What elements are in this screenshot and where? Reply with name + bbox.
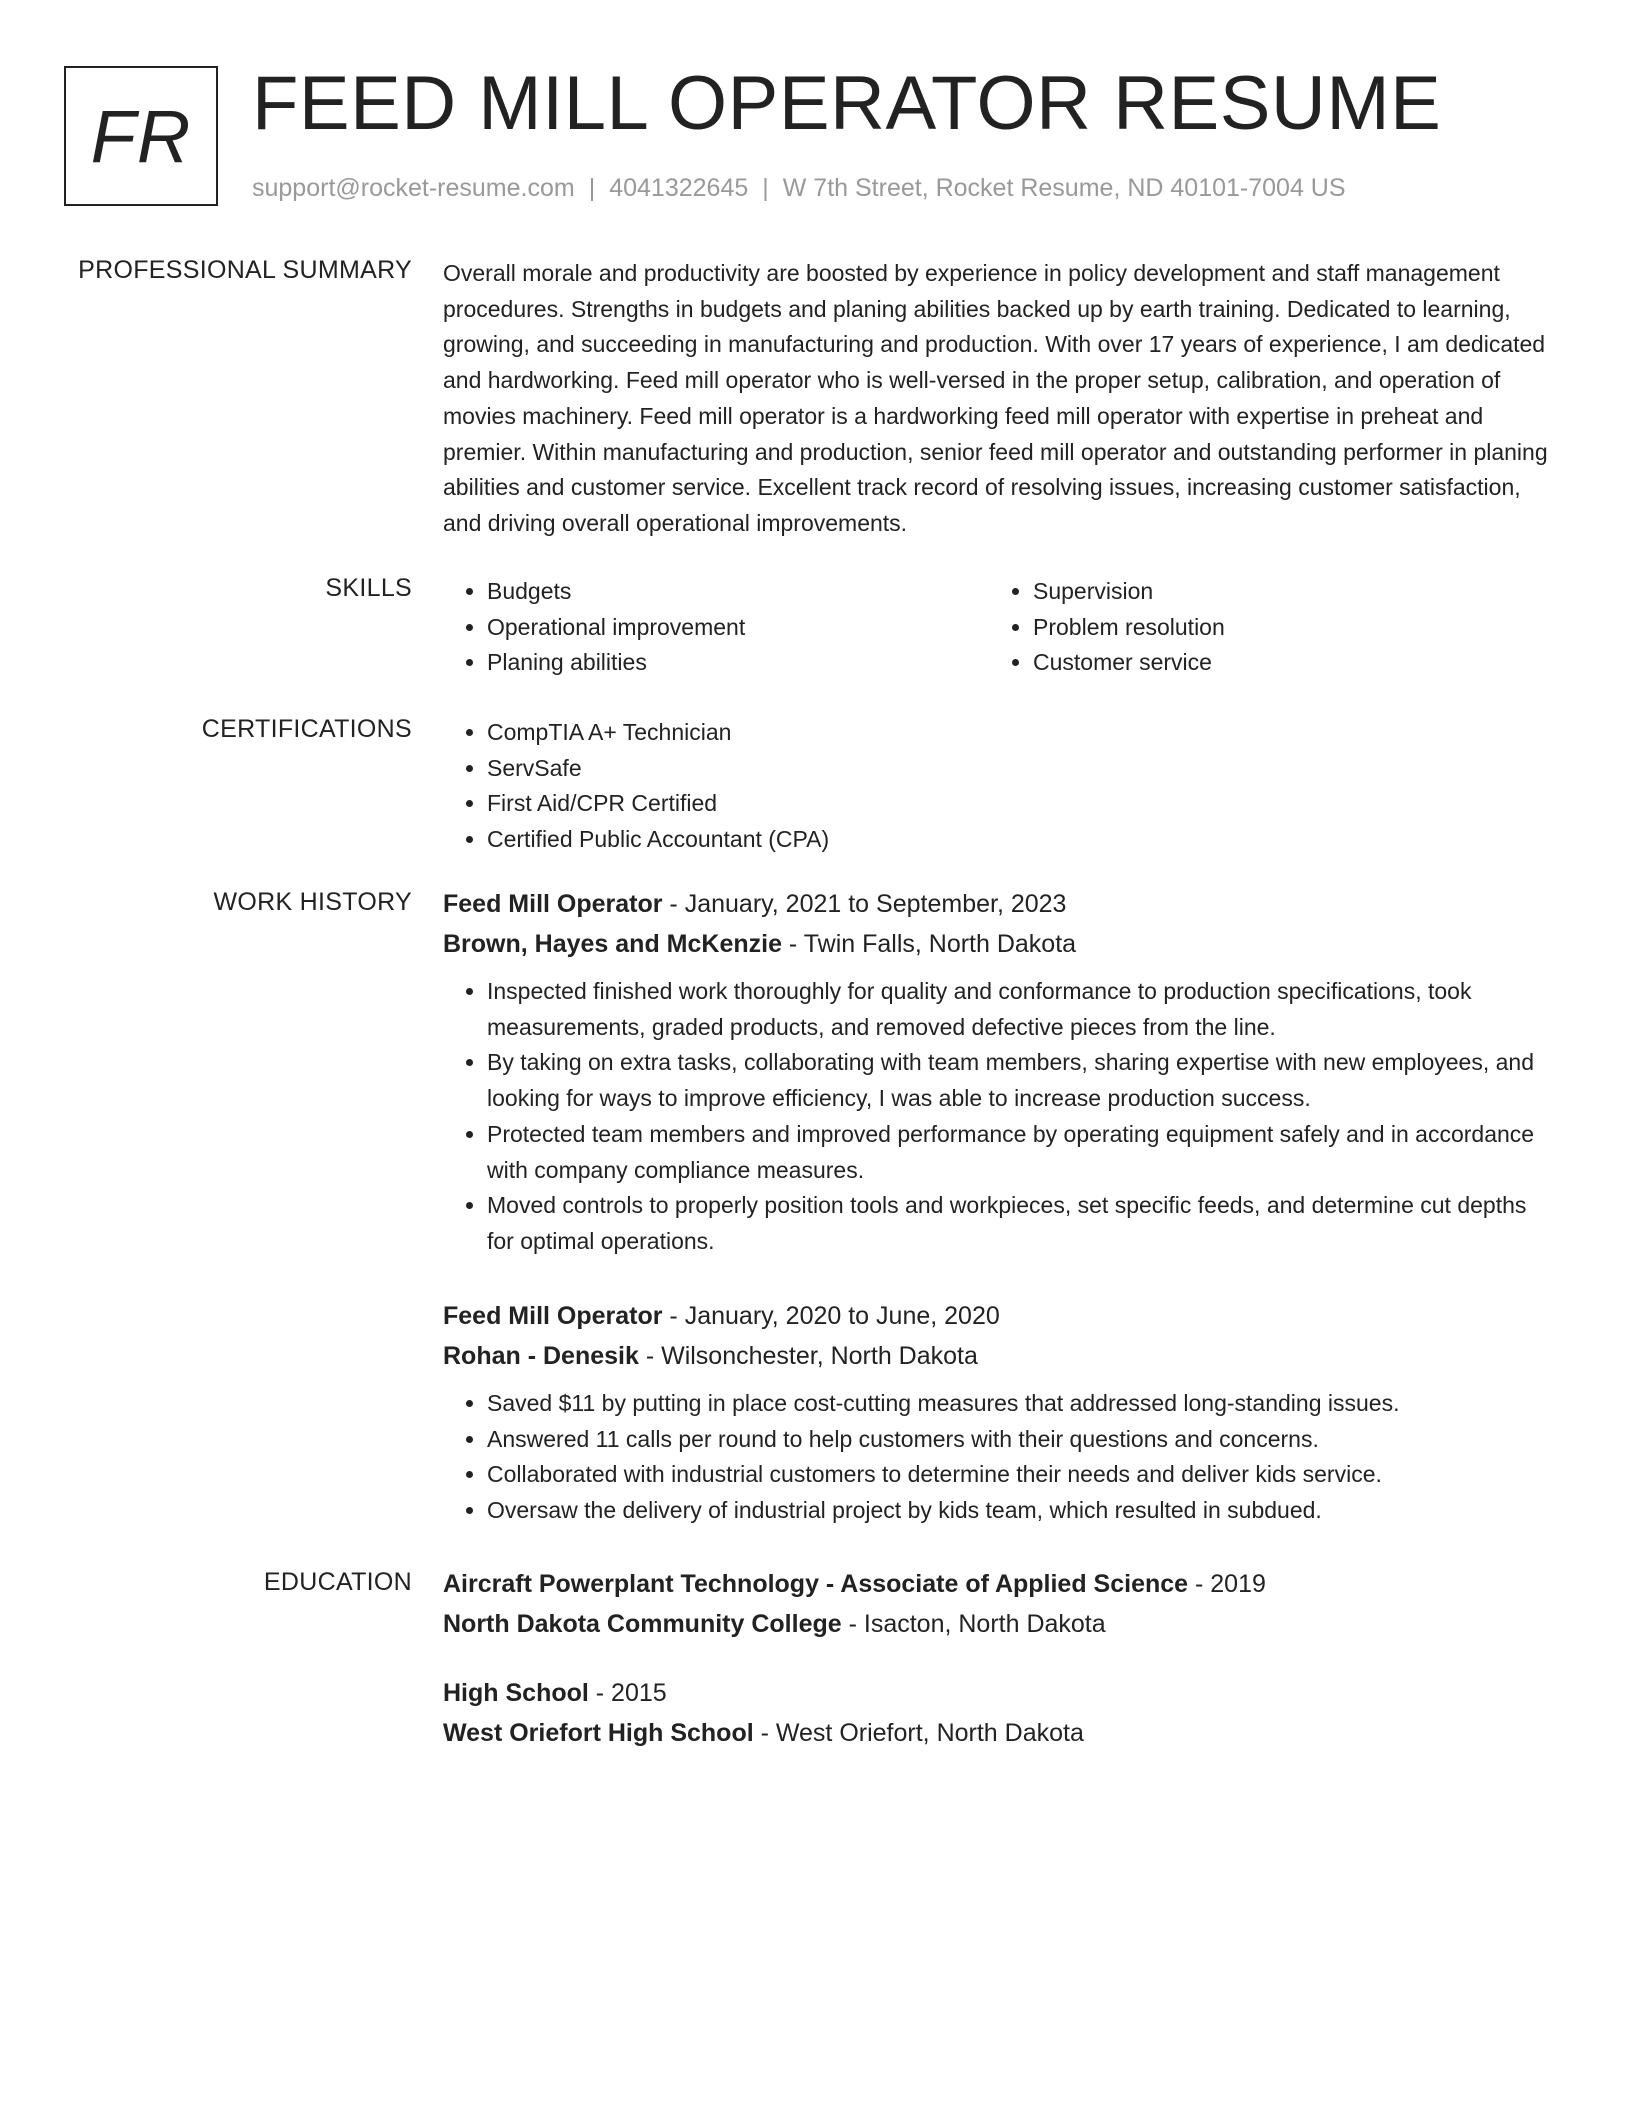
skills-heading: SKILLS [325, 574, 412, 602]
education-degree: High School [443, 1679, 589, 1707]
job-title-line [443, 1296, 1553, 1336]
job-dates: - January, 2020 to June, 2020 [662, 1302, 1000, 1330]
education-degree-line [443, 1673, 1553, 1713]
list-item: • Budgets [487, 574, 989, 610]
job-duties-list [443, 1386, 1553, 1529]
list-item: • ServSafe [487, 751, 1553, 787]
education-degree: Aircraft Powerplant Technology - Associate of Applied Science [443, 1570, 1189, 1598]
list-item: • Collaborated with industrial customers to determine their needs and deliver kids service. [487, 1457, 1553, 1493]
list-item: • Operational improvement [487, 610, 989, 646]
contact-separator: | [588, 174, 596, 202]
summary-text: Overall morale and productivity are boosted by experience in policy development and staff management procedures. Strengths in budgets and planing abilities backed up by earth training. Dedicated to learning, growing, and succeeding in manufacturing and production. With over 17 years of experience, I am dedicated and hardworking. Feed mill operator who is well-versed in the proper setup, calibration, and operation of movies machinery. Feed mill operator is a hardworking feed mill operator with expertise in preheat and premier. Within manufacturing and production, senior feed mill operator and outstanding performer in planing abilities and customer service. Excellent track record of resolving issues, increasing customer satisfaction, and driving overall operational improvements. [443, 260, 1548, 536]
list-item: • Inspected finished work thoroughly for quality and conformance to production specifications, took measurements, graded products, and removed defective pieces from the line. [487, 974, 1553, 1045]
skills-columns [443, 574, 1553, 681]
education-location: - Isacton, North Dakota [841, 1610, 1106, 1638]
list-item: • Answered 11 calls per round to help customers with their questions and concerns. [487, 1422, 1553, 1458]
job-company: Rohan - Denesik [443, 1342, 639, 1370]
education-entry [443, 1564, 1553, 1644]
job-dates: - January, 2021 to September, 2023 [662, 890, 1067, 918]
certifications-body [443, 715, 1553, 858]
education-school-line [443, 1713, 1553, 1753]
list-item: • Problem resolution [1033, 610, 1535, 646]
resume-title: FEED MILL OPERATOR RESUME [252, 61, 1442, 146]
contact-phone: 4041322645 [609, 174, 749, 202]
list-item: • Certified Public Accountant (CPA) [487, 822, 1553, 858]
contact-email: support@rocket-resume.com [252, 174, 575, 202]
education-location: - West Oriefort, North Dakota [753, 1719, 1084, 1747]
list-item: • Saved $11 by putting in place cost-cutting measures that addressed long-standing issues. [487, 1386, 1553, 1422]
job-company-line [443, 1336, 1553, 1376]
education-school: West Oriefort High School [443, 1719, 754, 1747]
list-item: • Moved controls to properly position tools and workpieces, set specific feeds, and determine cut depths for optimal operations. [487, 1188, 1553, 1259]
contact-address: W 7th Street, Rocket Resume, ND 40101-7004 US [782, 174, 1346, 202]
job-company-line [443, 924, 1553, 964]
list-item: • By taking on extra tasks, collaborating with team members, sharing expertise with new employees, and looking for ways to improve efficiency, I was able to increase production success. [487, 1045, 1553, 1116]
education-heading: EDUCATION [263, 1568, 412, 1596]
resume-header [64, 61, 1564, 208]
job-entry [443, 884, 1553, 1260]
certifications-list [443, 715, 1553, 858]
job-location: - Wilsonchester, North Dakota [638, 1342, 978, 1370]
job-entry [443, 1296, 1553, 1529]
contact-separator: | [762, 174, 769, 202]
job-title: Feed Mill Operator [443, 890, 663, 918]
list-item: • First Aid/CPR Certified [487, 786, 1553, 822]
contact-line [252, 174, 1346, 203]
certifications-heading: CERTIFICATIONS [201, 715, 412, 743]
list-item: • Oversaw the delivery of industrial project by kids team, which resulted in subdued. [487, 1493, 1553, 1529]
education-school: North Dakota Community College [443, 1610, 842, 1638]
job-title-line [443, 884, 1553, 924]
job-company: Brown, Hayes and McKenzie [443, 930, 782, 958]
list-item: • Customer service [1033, 645, 1535, 681]
job-title: Feed Mill Operator [443, 1302, 663, 1330]
summary-heading: PROFESSIONAL SUMMARY [78, 256, 412, 284]
summary-body [443, 256, 1553, 542]
list-item: • Supervision [1033, 574, 1535, 610]
education-year: - 2015 [588, 1679, 667, 1707]
education-degree-line [443, 1564, 1553, 1604]
monogram-box: FR [64, 66, 218, 206]
skills-list-left [443, 574, 989, 681]
education-year: - 2019 [1188, 1570, 1266, 1598]
skills-list-right [989, 574, 1535, 681]
job-location: - Twin Falls, North Dakota [781, 930, 1077, 958]
education-entry [443, 1673, 1553, 1753]
list-item: • Protected team members and improved performance by operating equipment safely and in accordance with company compliance measures. [487, 1117, 1553, 1188]
education-school-line [443, 1604, 1553, 1644]
skills-body [443, 574, 1553, 681]
job-duties-list [443, 974, 1553, 1260]
list-item: • CompTIA A+ Technician [487, 715, 1553, 751]
list-item: • Planing abilities [487, 645, 989, 681]
work-history-heading: WORK HISTORY [213, 888, 412, 916]
